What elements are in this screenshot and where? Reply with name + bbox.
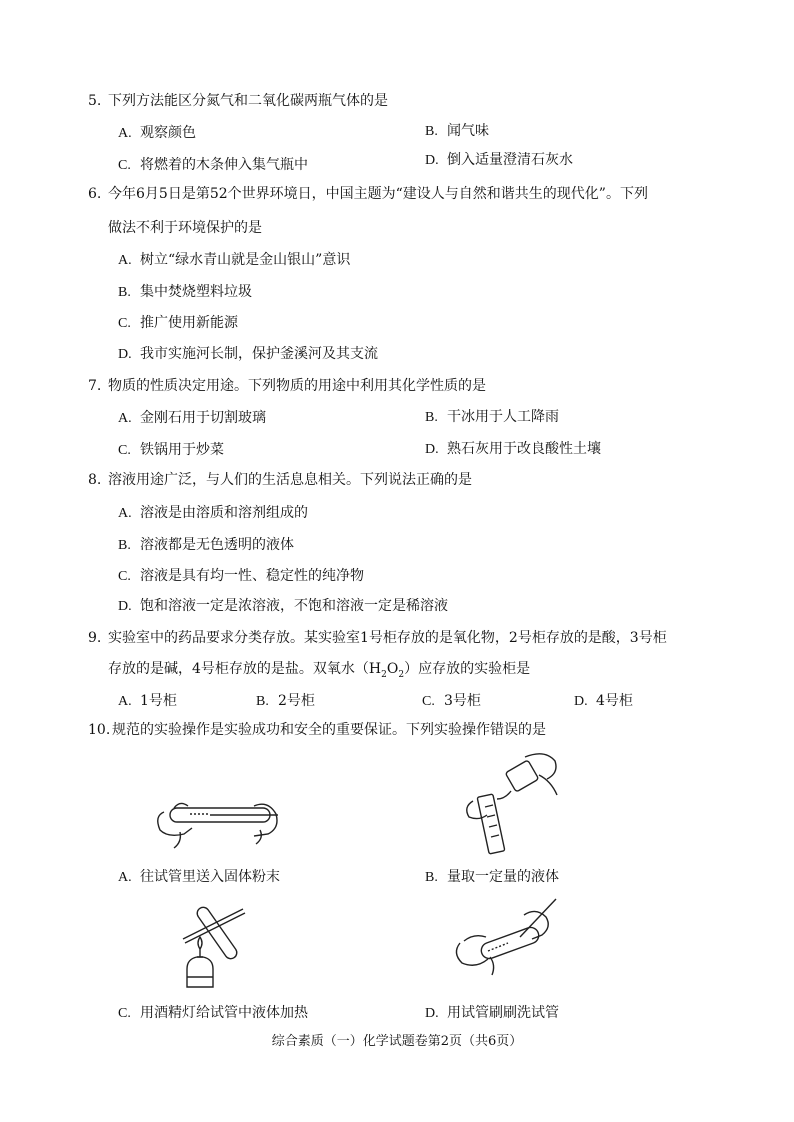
q9-stem (88, 629, 667, 647)
q8-option-a: A. 溶液是由溶质和溶剂组成的 (118, 505, 308, 521)
q5-option-a: A. 观察颜色 (118, 125, 196, 141)
q5-number: 5. (88, 93, 102, 109)
q10-option-b: B. 量取一定量的液体 (425, 869, 559, 885)
figure-powder-into-test-tube (150, 790, 285, 850)
q9-number: 9. (88, 630, 102, 646)
q8-option-d: D. 饱和溶液一定是浓溶液，不饱和溶液一定是稀溶液 (118, 598, 448, 614)
q8-stem-text: 溶液用途广泛，与人们的生活息息相关。下列说法正确的是 (108, 472, 472, 488)
q10-option-d: D. 用试管刷刷洗试管 (425, 1005, 559, 1021)
q9-stem-line1: 实验室中的药品要求分类存放。某实验室1号柜存放的是氧化物，2号柜存放的是酸，3号柜 (108, 630, 667, 646)
q9-option-c: C. 3号柜 (422, 693, 481, 709)
q10-stem-text: 规范的实验操作是实验成功和安全的重要保证。下列实验操作错误的是 (112, 722, 546, 738)
q10-stem (88, 721, 546, 739)
q8-option-c: C. 溶液是具有均一性、稳定性的纯净物 (118, 568, 364, 584)
q5-stem-text: 下列方法能区分氮气和二氧化碳两瓶气体的是 (108, 93, 388, 109)
figure-brushing-test-tube (450, 895, 565, 990)
q8-number: 8. (88, 472, 102, 488)
q6-number: 6. (88, 186, 102, 202)
h2o2-formula: $H_2O_2$ (368, 661, 405, 680)
q7-stem-text: 物质的性质决定用途。下列物质的用途中利用其化学性质的是 (108, 378, 486, 394)
figure-heating-test-tube (165, 895, 255, 995)
q7-option-a: A. 金刚石用于切割玻璃 (118, 410, 266, 426)
q5-option-d: D. 倒入适量澄清石灰水 (425, 152, 573, 168)
q5-option-b: B. 闻气味 (425, 123, 489, 139)
q9-option-a: A. 1号柜 (118, 693, 177, 709)
q9-options (118, 690, 658, 710)
q6-option-a: A. 树立“绿水青山就是金山银山”意识 (118, 252, 351, 268)
q7-number: 7. (88, 378, 102, 394)
q6-stem-line1: 今年6月5日是第52个世界环境日，中国主题为“建设人与自然和谐共生的现代化”。下列 (108, 186, 648, 202)
q5-stem (88, 92, 388, 110)
q10-option-c: C. 用酒精灯给试管中液体加热 (118, 1005, 308, 1021)
page-footer: 综合素质（一）化学试题卷第2页（共6页） (271, 1034, 523, 1049)
q9-option-d: D. 4号柜 (574, 693, 633, 709)
q6-stem (88, 185, 648, 203)
q7-option-d: D. 熟石灰用于改良酸性土壤 (425, 441, 601, 457)
q10-number: 10. (88, 722, 111, 738)
q6-option-d: D. 我市实施河长制，保护釜溪河及其支流 (118, 346, 378, 362)
figure-measuring-liquid (455, 745, 565, 860)
q10-option-a: A. 往试管里送入固体粉末 (118, 869, 280, 885)
q8-option-b: B. 溶液都是无色透明的液体 (118, 537, 294, 553)
q6-option-b: B. 集中焚烧塑料垃圾 (118, 284, 252, 300)
q5-option-c: C. 将燃着的木条伸入集气瓶中 (118, 157, 308, 173)
q9-option-b: B. 2号柜 (256, 693, 315, 709)
q8-stem (88, 471, 472, 489)
q7-option-c: C. 铁锅用于炒菜 (118, 442, 224, 458)
q9-stem-line2: 存放的是碱，4号柜存放的是盐。双氧水$(H_2O_2)$应存放的实验柜是 (108, 661, 531, 680)
q7-option-b: B. 干冰用于人工降雨 (425, 409, 559, 425)
q6-option-c: C. 推广使用新能源 (118, 315, 238, 331)
q6-stem-line2: 做法不利于环境保护的是 (108, 220, 262, 236)
q7-stem (88, 377, 486, 395)
